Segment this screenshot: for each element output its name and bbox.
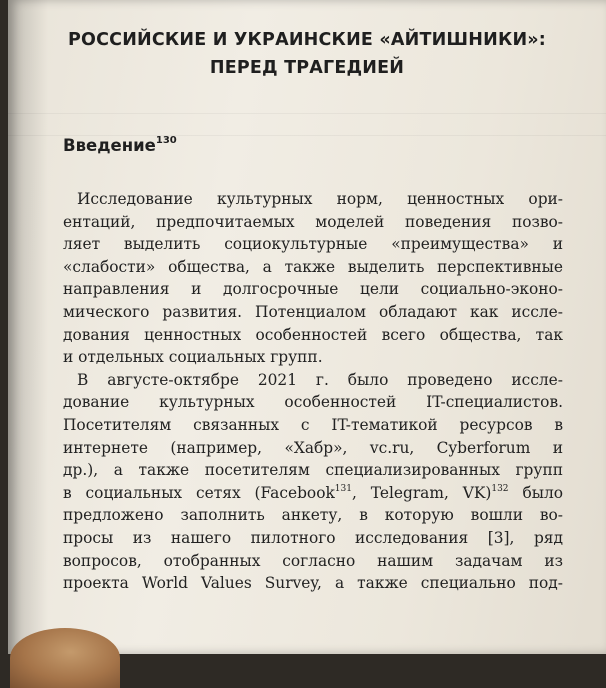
paragraph-2-line-6-part-c: было xyxy=(508,483,563,502)
body-text xyxy=(63,188,563,595)
paragraph-1-line-8: и отдельных социальных групп. xyxy=(63,348,323,367)
paragraph-2-line-6 xyxy=(63,482,563,505)
book-page xyxy=(8,0,606,654)
section-title xyxy=(63,136,177,155)
paragraph-2-line-7: предложено заполнить анкету, в которую вошли во- xyxy=(63,506,563,525)
paragraph-1-line-2: ентаций, предпочитаемых моделей поведения позво- xyxy=(63,212,563,231)
chapter-heading-line-1: РОССИЙСКИЕ И УКРАИНСКИЕ «АЙТИШНИКИ»: xyxy=(68,30,546,50)
spine-shadow xyxy=(8,0,48,654)
paragraph-1-line-3: ляет выделить социокультурные «преимущества» и xyxy=(63,235,563,254)
section-title-text: Введение xyxy=(63,136,156,155)
paragraph-2-line-3: Посетителям связанных с IT-тематикой ресурсов в xyxy=(63,415,563,434)
footnote-marker-131: 131 xyxy=(334,483,352,494)
show-through-text xyxy=(8,96,606,136)
chapter-heading-line-2: ПЕРЕД ТРАГЕДИЕЙ xyxy=(209,58,405,78)
paragraph-1-line-7: дования ценностных особенностей всего общества, так xyxy=(63,325,563,344)
footnote-marker-132: 132 xyxy=(491,483,509,494)
paragraph-2-line-9: вопросов, отобранных согласно нашим задачам из xyxy=(63,551,563,570)
paragraph-2-line-5: др.), а также посетителям специализированных групп xyxy=(63,461,563,480)
paragraph-2-line-6-part-b: , Telegram, VK) xyxy=(351,483,492,502)
paragraph-2-line-4: интернете (например, «Хабр», vc.ru, Cyberforum и xyxy=(63,438,563,457)
paragraph-2-line-10: проекта World Values Survey, а также специально под- xyxy=(63,574,563,593)
thumb-holding-page xyxy=(10,628,120,688)
paragraph-1-line-4: «слабости» общества, а также выделить перспективные xyxy=(63,257,563,276)
paragraph-2-line-1: В августе-октябре 2021 г. было проведено иссле- xyxy=(77,370,563,389)
footnote-marker-130: 130 xyxy=(155,134,177,146)
paragraph-2-line-8: просы из нашего пилотного исследования [3], ряд xyxy=(63,528,563,547)
paragraph-2-line-6-part-a: в социальных сетях (Facebook xyxy=(63,483,335,502)
paragraph-1-line-5: направления и долгосрочные цели социально-эконо- xyxy=(63,280,563,299)
paragraph-1-line-6: мического развития. Потенциалом обладают как иссле- xyxy=(63,302,563,321)
chapter-heading xyxy=(8,26,606,82)
paragraph-1-line-1: Исследование культурных норм, ценностных ори- xyxy=(77,190,563,208)
paragraph-2-line-2: дование культурных особенностей IT-специалистов. xyxy=(63,393,563,412)
